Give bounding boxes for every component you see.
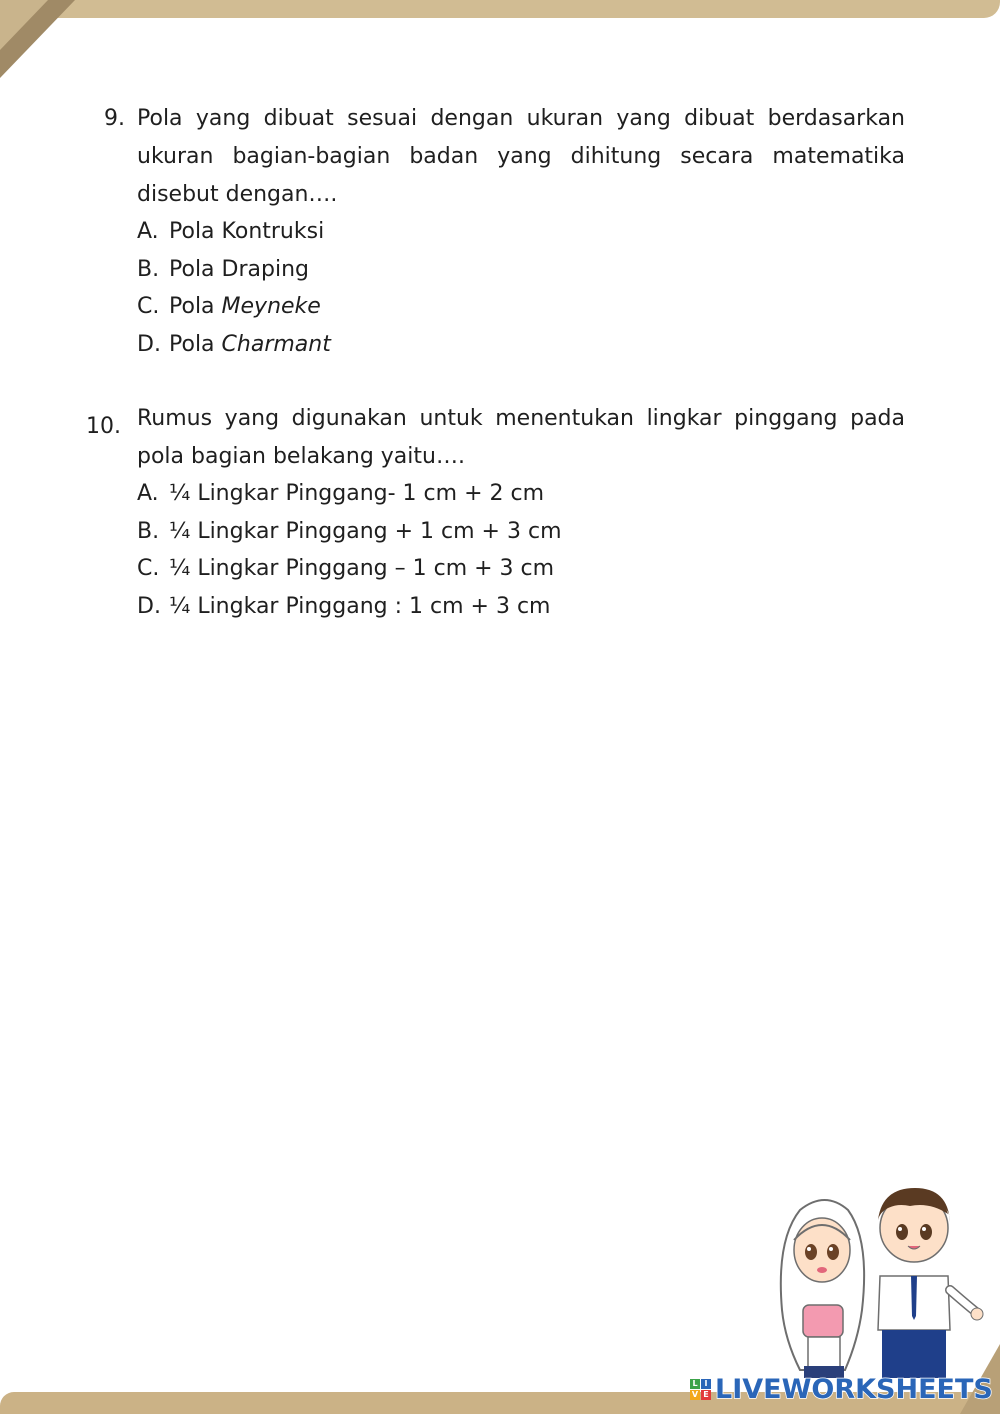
liveworksheets-watermark [690,1372,993,1406]
option-d[interactable] [137,588,562,626]
option-c[interactable] [137,550,562,588]
top-border-bar [40,0,1000,18]
option-letter: B. [137,518,160,544]
option-letter: C. [137,294,160,319]
option-text: Pola Kontruksi [169,219,325,244]
liveworksheets-wordmark: LIVEWORKSHEETS [715,1373,993,1405]
option-letter: D. [137,593,161,619]
option-a[interactable] [137,213,331,251]
answer-options [137,213,331,363]
option-letter: B. [137,256,160,282]
option-b[interactable] [137,251,331,289]
boy-student-figure [878,1188,983,1378]
question-number: 9. [104,106,125,131]
option-a[interactable] [137,475,562,513]
option-letter: A. [137,481,159,506]
option-text: Pola [169,294,222,319]
option-d[interactable] [137,326,331,364]
logo-letter: L [690,1379,700,1389]
option-letter: C. [137,556,160,581]
question-text: Rumus yang digunakan untuk menentukan lingkar pinggang pada pola bagian belakang yaitu…. [137,406,905,469]
question-number: 10. [86,414,121,439]
option-letter: D. [137,331,161,357]
answer-options [137,475,562,625]
option-text: ¼ Lingkar Pinggang – 1 cm + 3 cm [169,556,555,581]
girl-student-figure [781,1200,864,1378]
option-c[interactable] [137,288,331,326]
logo-letter: E [701,1390,711,1400]
option-text: ¼ Lingkar Pinggang- 1 cm + 2 cm [169,481,545,506]
option-letter: A. [137,219,159,244]
option-b[interactable] [137,513,562,551]
option-text: Pola Draping [169,256,309,282]
option-italic-text: Meyneke [221,294,321,319]
top-left-corner-decoration [0,0,90,80]
option-italic-text: Charmant [221,331,331,357]
question-text: Pola yang dibuat sesuai dengan ukuran yang dibuat berdasarkan ukuran bagian-bagian badan yang dihitung secara matematika disebut dengan…. [137,106,905,207]
option-text: Pola [169,331,222,357]
students-illustration [770,1180,985,1380]
logo-letter: I [701,1379,711,1389]
option-text: ¼ Lingkar Pinggang : 1 cm + 3 cm [169,593,551,619]
logo-letter: V [691,1389,699,1399]
liveworksheets-logo-icon [690,1379,711,1400]
option-text: ¼ Lingkar Pinggang + 1 cm + 3 cm [169,518,562,544]
